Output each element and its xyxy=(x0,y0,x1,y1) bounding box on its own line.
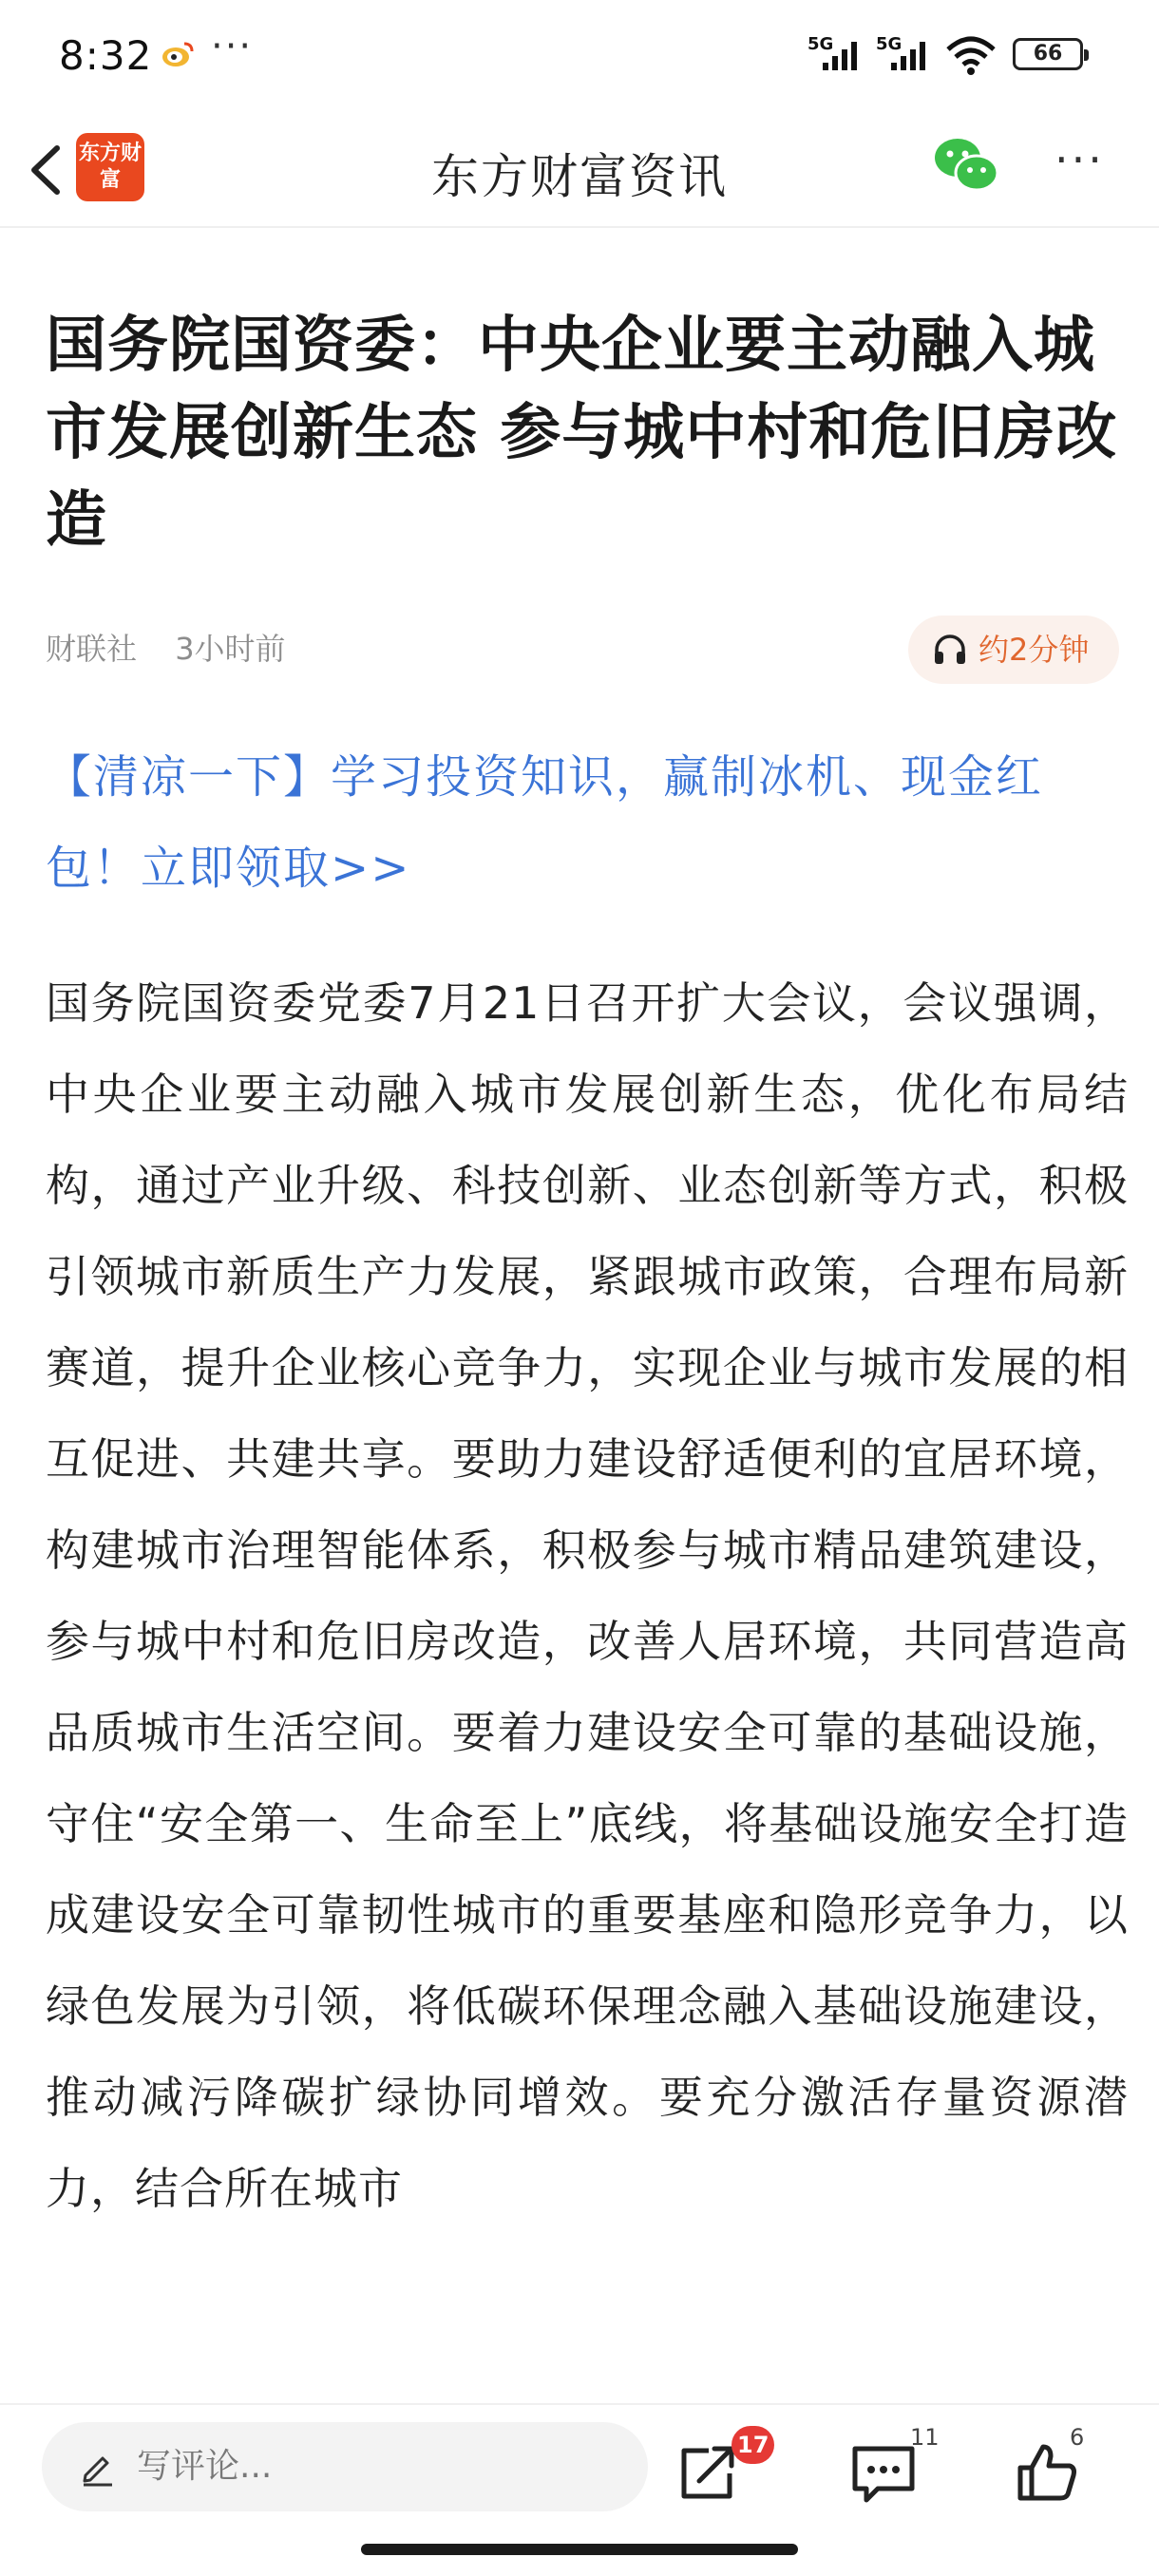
status-indicators xyxy=(808,32,1092,74)
article-body: 国务院国资委党委7月21日召开扩大会议，会议强调，中央企业要主动融入城市发展创新生态，优化布局结构，通过产业升级、科技创新、业态创新等方式，积极引领城市新质生产力发展，紧跟城市政策，合理布局新赛道，提升企业核心竞争力，实现企业与城市发展的相互促进、共建共享。要助力建设舒适便利的宜居环境，构建城市治理智能体系，积极参与城市精品建筑建设，参与城中村和危旧房改造，改善人居环境，共同营造高品质城市生活空间。要着力建设安全可靠的基础设施，守住“安全第一、生命至上”底线，将基础设施安全打造成建设安全可靠韧性城市的重要基座和隐形竞争力，以绿色发展为引领，将低碳环保理念融入基础设施建设，推动减污降碳扩绿协同增效。要充分激活存量资源潜力，结合所在城市 xyxy=(46,977,1129,2214)
listen-audio-button[interactable] xyxy=(908,616,1119,684)
signal-1-icon: 5G xyxy=(808,34,868,74)
status-bar xyxy=(0,0,1159,112)
more-options-button[interactable]: ··· xyxy=(1054,134,1105,185)
comment-placeholder: 写评论... xyxy=(137,2447,273,2486)
app-logo: 东方财富 xyxy=(76,133,144,201)
like-count: 6 xyxy=(1070,2424,1085,2451)
wechat-share-icon[interactable] xyxy=(933,135,999,196)
share-badge: 17 xyxy=(732,2426,774,2464)
wifi-icon xyxy=(944,34,998,76)
article-meta xyxy=(46,625,314,669)
comment-input[interactable] xyxy=(42,2422,648,2511)
pencil-icon xyxy=(78,2449,116,2487)
signal-2-icon: 5G xyxy=(876,34,937,74)
weibo-notification-icon xyxy=(162,40,194,68)
notification-more-icon: ··· xyxy=(211,25,254,68)
home-indicator[interactable] xyxy=(361,2544,798,2555)
read-time-label: 约2分钟 xyxy=(978,632,1090,668)
status-time: 8:32 xyxy=(59,32,153,79)
article-time: 3小时前 xyxy=(175,631,286,667)
promo-link[interactable]: 【清凉一下】学习投资知识，赢制冰机、现金红包！立即领取>> xyxy=(46,750,1044,895)
nav-title: 东方财富资讯 xyxy=(431,149,728,204)
headphones-icon xyxy=(933,635,967,665)
article-source[interactable]: 财联社 xyxy=(46,631,138,667)
battery-indicator: 66 xyxy=(1013,38,1083,70)
comment-count: 11 xyxy=(910,2424,940,2451)
nav-bar xyxy=(0,112,1159,228)
article-headline: 国务院国资委：中央企业要主动融入城市发展创新生态 参与城中村和危旧房改造 xyxy=(46,311,1118,556)
